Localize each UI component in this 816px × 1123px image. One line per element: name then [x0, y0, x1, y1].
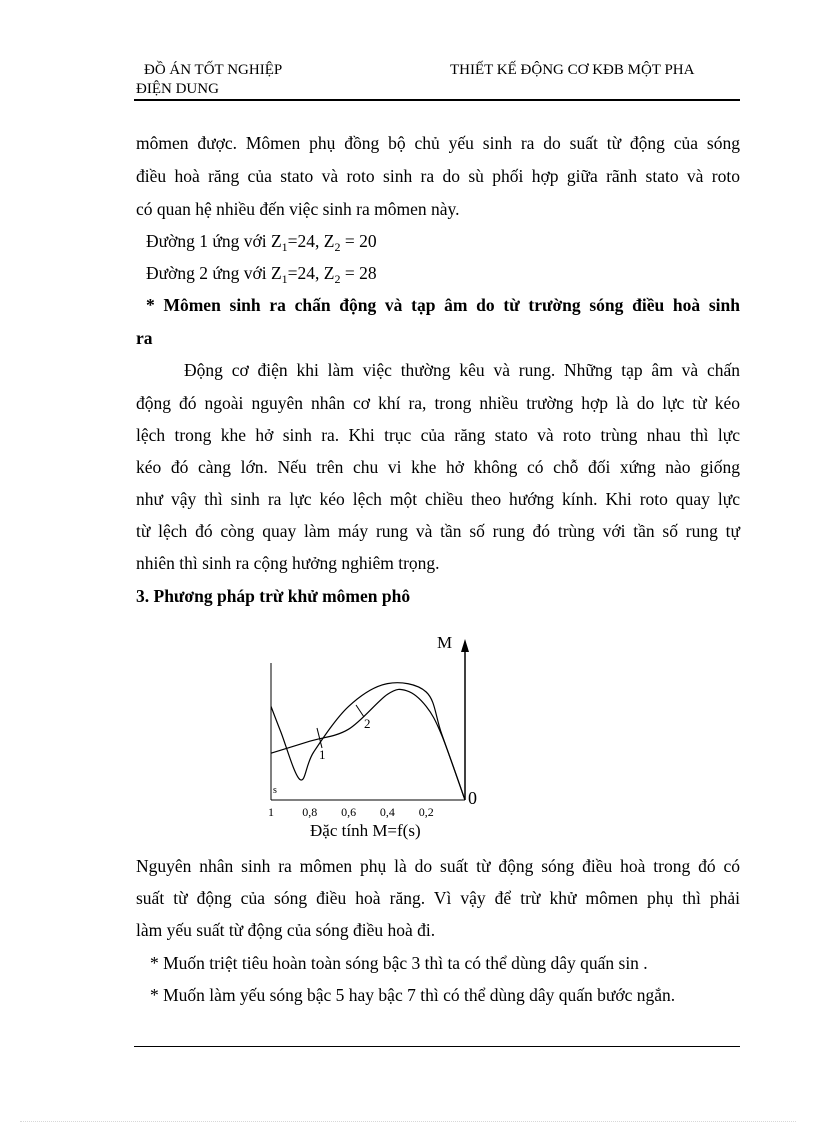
- chart-x-tick-label: 1: [268, 805, 274, 819]
- chart-caption: Đặc tính M=f(s): [310, 821, 421, 840]
- chart-series-2-leader: [356, 705, 364, 717]
- paragraph-1-line: mômen được. Mômen phụ đồng bộ chủ yếu sinh ra do suất từ động của sóng: [136, 133, 740, 153]
- paragraph-3-line: làm yếu suất từ động của sóng điều hoà đi.: [136, 920, 436, 940]
- paragraph-2-line: kéo đó càng lớn. Nếu trên chu vi khe hở không có chỗ đối xứng nào giống: [136, 457, 740, 477]
- paragraph-2-line: Động cơ điện khi làm việc thường kêu và rung. Những tạp âm và chấn: [184, 360, 740, 380]
- paragraph-3-line: Nguyên nhân sinh ra mômen phụ là do suất từ động sóng điều hoà trong đó có: [136, 856, 740, 876]
- paragraph-2-line: động đó ngoài nguyên nhân cơ khí ra, trong nhiều trường hợp là do lực từ kéo: [136, 393, 740, 413]
- chart-y-label: M: [437, 633, 453, 652]
- section-heading-noise-cont: ra: [136, 328, 153, 348]
- page-edge-dots: [20, 1121, 796, 1122]
- chart-series-2-line: [271, 689, 465, 800]
- section-3-heading: 3. Phương pháp trừ khử mômen phô: [136, 586, 411, 606]
- paragraph-2-line: lệch trong khe hở sinh ra. Khi trục của răng stato và roto trùng nhau thì lực: [136, 425, 740, 445]
- chart-x-label: s: [273, 785, 277, 796]
- curve-1-note: Đường 1 ứng với $Z_1=24$, $Z_2 = 20$: [146, 231, 377, 254]
- paragraph-2-line: như vậy thì sinh ra lực kéo lệch một chiều theo hướng kính. Khi roto quay lực: [136, 489, 740, 509]
- chart-ticks: [268, 805, 434, 819]
- chart-x-tick-label: 0,6: [341, 805, 357, 819]
- chart-series: [271, 683, 465, 800]
- paragraph-2-line: nhiên thì sinh ra cộng hưởng nghiêm trọng.: [136, 553, 440, 573]
- bullet-item: * Muốn triệt tiêu hoàn toàn sóng bậc 3 thì ta có thể dùng dây quấn sin .: [150, 953, 648, 973]
- header-title-left: ĐỒ ÁN TỐT NGHIỆP: [144, 62, 283, 78]
- chart-m-axis-arrow: [461, 639, 469, 652]
- chart-series-1-label: 1: [319, 747, 326, 762]
- paragraph-3-line: suất từ động của sóng điều hoà răng. Vì vậy để trừ khử mômen phụ thì phải: [136, 888, 740, 908]
- bullet-item: * Muốn làm yếu sóng bậc 5 hay bậc 7 thì có thể dùng dây quấn bước ngắn.: [150, 985, 676, 1005]
- chart-series-1-line: [271, 683, 465, 800]
- torque-slip-chart: [260, 625, 490, 820]
- header-title-right: THIẾT KẾ ĐỘNG CƠ KĐB MỘT PHA: [450, 62, 695, 78]
- paragraph-1-line: có quan hệ nhiều đến việc sinh ra mômen này.: [136, 199, 460, 219]
- header-rule: [134, 99, 740, 101]
- chart-x-tick-label: 0,8: [302, 805, 318, 819]
- chart-x-tick-label: 0,4: [379, 805, 395, 819]
- footer-rule: [134, 1046, 740, 1047]
- paragraph-1-line: điều hoà răng của stato và roto sinh ra do sù phối hợp giữa rãnh stato và roto: [136, 166, 740, 186]
- chart-series-2-label: 2: [364, 716, 371, 731]
- paragraph-2-line: từ lệch đó còng quay làm máy rung và tần số rung đó trùng với tần số rung tự: [136, 521, 740, 541]
- header-title-left-line2: ĐIỆN DUNG: [136, 81, 219, 97]
- section-heading-noise: * Mômen sinh ra chấn động và tạp âm do từ trường sóng điều hoà sinh: [146, 295, 740, 315]
- chart-origin-label: 0: [468, 788, 477, 808]
- chart-x-tick-label: 0,2: [418, 805, 434, 819]
- curve-2-note: Đường 2 ứng với $Z_1=24$, $Z_2 = 28$: [146, 263, 377, 286]
